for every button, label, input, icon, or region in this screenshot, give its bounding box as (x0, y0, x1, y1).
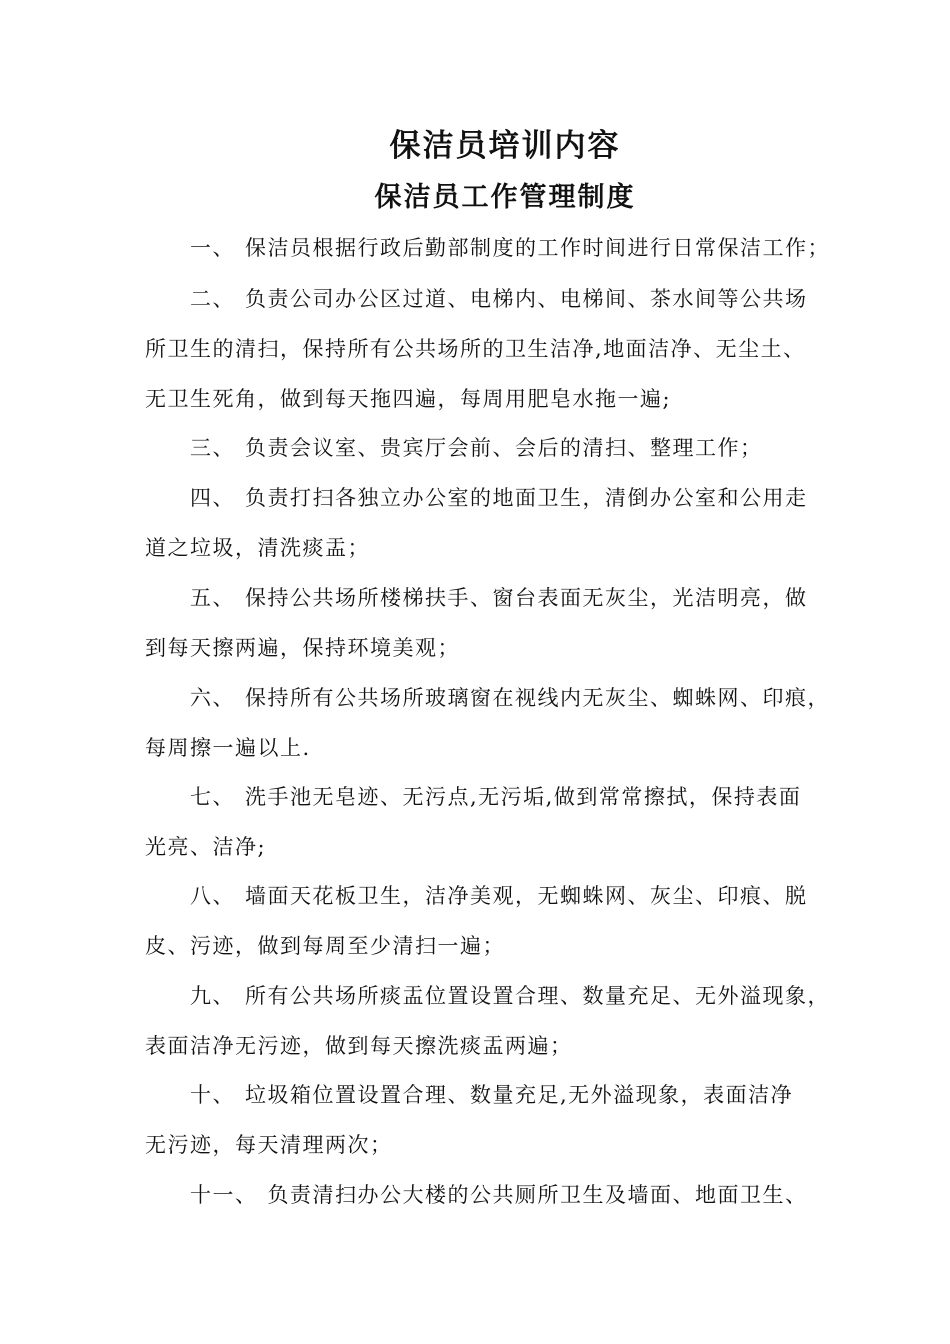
item-number: 二、 (190, 287, 235, 311)
item-text: 负责公司办公区过道、电梯内、电梯间、茶水间等公共场 (245, 287, 808, 311)
document-subtitle: 保洁员工作管理制度 (374, 182, 636, 213)
item-3-line-1 (190, 433, 763, 463)
item-text: 墙面天花板卫生，洁净美观，无蜘蛛网、灰尘、印痕、脱 (245, 884, 808, 908)
item-6-line-2: 每周擦一遍以上. (145, 736, 311, 760)
item-text: 洗手池无皂迹、无污点,无污垢,做到常常擦拭，保持表面 (245, 785, 802, 809)
item-text: 负责会议室、贵宾厅会前、会后的清扫、整理工作； (245, 436, 763, 460)
item-number: 十一、 (190, 1183, 258, 1207)
item-2-line-1 (190, 284, 808, 314)
item-number: 四、 (190, 486, 235, 510)
item-number: 六、 (190, 686, 235, 710)
item-2-line-2: 所卫生的清扫，保持所有公共场所的卫生洁净,地面洁净、无尘土、 (145, 337, 806, 361)
item-number: 一、 (190, 236, 235, 260)
item-10-line-2: 无污迹，每天清理两次； (145, 1133, 393, 1157)
item-7-line-1 (190, 782, 801, 812)
item-7-line-2: 光亮、洁净; (145, 835, 267, 859)
item-6-line-1 (190, 683, 830, 713)
document-title: 保洁员培训内容 (389, 128, 621, 164)
item-10-line-1 (190, 1080, 793, 1110)
item-number: 三、 (190, 436, 235, 460)
item-number: 八、 (190, 884, 235, 908)
item-text: 负责打扫各独立办公室的地面卫生，清倒办公室和公用走 (245, 486, 808, 510)
item-4-line-1 (190, 483, 808, 513)
item-text: 所有公共场所痰盂位置设置合理、数量充足、无外溢现象， (245, 984, 830, 1008)
item-1-line-1 (190, 233, 830, 263)
item-5-line-2: 到每天擦两遍，保持环境美观； (145, 636, 460, 660)
item-number: 十、 (190, 1083, 235, 1107)
item-number: 七、 (190, 785, 235, 809)
item-8-line-2: 皮、污迹，做到每周至少清扫一遍； (145, 934, 505, 958)
item-4-line-2: 道之垃圾，清洗痰盂； (145, 536, 370, 560)
item-number: 五、 (190, 586, 235, 610)
item-2-line-3: 无卫生死角，做到每天拖四遍，每周用肥皂水拖一遍; (145, 387, 672, 411)
item-text: 保洁员根据行政后勤部制度的工作时间进行日常保洁工作； (245, 236, 830, 260)
item-9-line-1 (190, 981, 830, 1011)
item-5-line-1 (190, 583, 808, 613)
item-text: 保持所有公共场所玻璃窗在视线内无灰尘、蜘蛛网、印痕， (245, 686, 830, 710)
item-text: 负责清扫办公大楼的公共厕所卫生及墙面、地面卫生、 (267, 1183, 808, 1207)
item-9-line-2: 表面洁净无污迹，做到每天擦洗痰盂两遍； (145, 1034, 573, 1058)
item-text: 垃圾箱位置设置合理、数量充足,无外溢现象，表面洁净 (245, 1083, 794, 1107)
item-8-line-1 (190, 881, 808, 911)
item-text: 保持公共场所楼梯扶手、窗台表面无灰尘，光洁明亮，做 (245, 586, 808, 610)
item-number: 九、 (190, 984, 235, 1008)
item-11-line-1 (190, 1180, 808, 1210)
